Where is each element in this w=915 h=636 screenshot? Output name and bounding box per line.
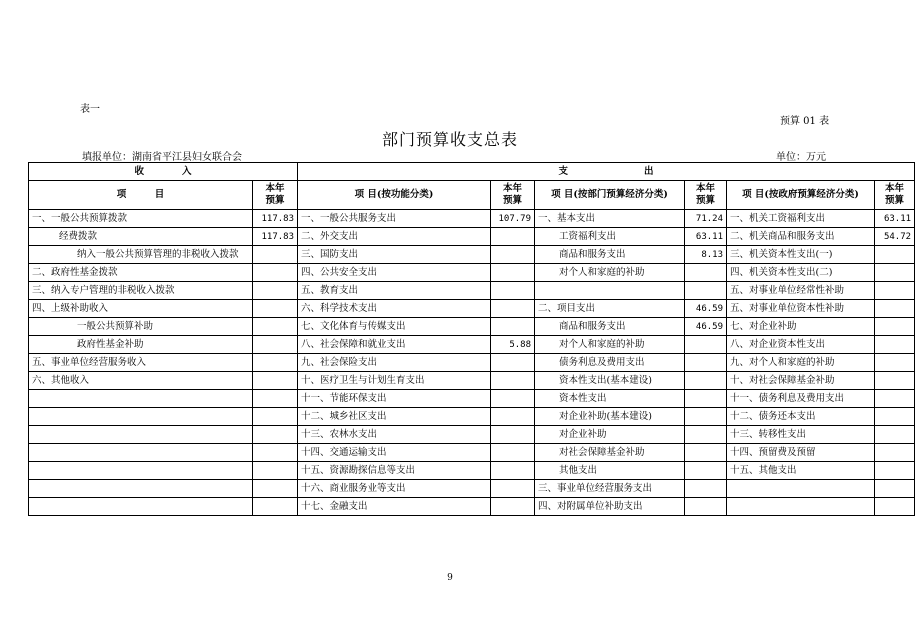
econ-dept-amount-cell [685, 498, 727, 516]
func-amount-cell [491, 264, 535, 282]
func-item-cell: 十二、城乡社区支出 [298, 408, 491, 426]
econ-gov-amount-cell: 54.72 [875, 228, 915, 246]
econ-gov-item-cell: 一、机关工资福利支出 [727, 210, 875, 228]
econ-dept-amount-cell [685, 264, 727, 282]
income-amount-cell [253, 462, 298, 480]
econ-gov-amount-cell [875, 300, 915, 318]
income-amount-cell [253, 480, 298, 498]
func-amount-cell [491, 354, 535, 372]
econ-gov-item-cell: 七、对企业补助 [727, 318, 875, 336]
econ-gov-amount-cell [875, 498, 915, 516]
func-amount-cell: 107.79 [491, 210, 535, 228]
budget-summary-table [28, 162, 915, 516]
income-item-cell [29, 480, 253, 498]
income-item-cell: 一般公共预算补助 [29, 318, 253, 336]
econ-dept-amount-cell: 71.24 [685, 210, 727, 228]
econ-dept-item-cell: 一、基本支出 [535, 210, 685, 228]
income-amount-cell [253, 282, 298, 300]
income-amount-cell [253, 444, 298, 462]
reporting-unit: 填报单位：湖南省平江县妇女联合会 [82, 152, 242, 163]
func-item-cell: 十六、商业服务业等支出 [298, 480, 491, 498]
table-label: 表一 [80, 104, 100, 115]
func-amount-cell [491, 462, 535, 480]
econ-gov-amount-cell [875, 390, 915, 408]
income-item-cell: 二、政府性基金拨款 [29, 264, 253, 282]
func-item-cell: 十四、交通运输支出 [298, 444, 491, 462]
income-item-cell: 政府性基金补助 [29, 336, 253, 354]
econ-gov-item-cell: 五、对事业单位经常性补助 [727, 282, 875, 300]
econ-gov-item-cell: 三、机关资本性支出(一) [727, 246, 875, 264]
income-amount-cell [253, 408, 298, 426]
table-row [29, 246, 915, 264]
income-item-cell: 五、事业单位经营服务收入 [29, 354, 253, 372]
table-row [29, 390, 915, 408]
income-item-cell: 一、一般公共预算拨款 [29, 210, 253, 228]
econ-dept-item-cell [535, 282, 685, 300]
econ-dept-amount-cell [685, 372, 727, 390]
table-row [29, 408, 915, 426]
income-item-cell: 纳入一般公共预算管理的非税收入拨款 [29, 246, 253, 264]
func-amount-cell [491, 480, 535, 498]
econ-dept-amount-cell [685, 282, 727, 300]
econ-dept-item-cell: 二、项目支出 [535, 300, 685, 318]
income-amount-cell [253, 354, 298, 372]
econ-dept-amount-cell [685, 426, 727, 444]
table-row [29, 264, 915, 282]
econ-dept-item-cell: 工资福利支出 [535, 228, 685, 246]
econ-dept-item-cell: 其他支出 [535, 462, 685, 480]
econ-dept-item-cell: 资本性支出 [535, 390, 685, 408]
econ-gov-amount-header: 本年 预算 [875, 181, 915, 210]
econ-gov-item-cell: 十、对社会保障基金补助 [727, 372, 875, 390]
econ-dept-item-cell: 三、事业单位经营服务支出 [535, 480, 685, 498]
func-amount-cell [491, 498, 535, 516]
func-amount-cell [491, 390, 535, 408]
func-item-cell: 五、教育支出 [298, 282, 491, 300]
econ-gov-amount-cell [875, 372, 915, 390]
func-item-cell: 二、外交支出 [298, 228, 491, 246]
econ-dept-amount-cell [685, 480, 727, 498]
econ-dept-item-cell: 商品和服务支出 [535, 318, 685, 336]
econ-gov-item-cell: 十三、转移性支出 [727, 426, 875, 444]
econ-gov-amount-cell [875, 318, 915, 336]
func-item-cell: 六、科学技术支出 [298, 300, 491, 318]
econ-gov-amount-cell [875, 282, 915, 300]
func-amount-cell [491, 372, 535, 390]
econ-dept-amount-cell [685, 354, 727, 372]
econ-gov-item-cell: 十一、债务利息及费用支出 [727, 390, 875, 408]
econ-gov-item-cell: 二、机关商品和服务支出 [727, 228, 875, 246]
table-row [29, 480, 915, 498]
expense-group-header: 支 出 [298, 163, 915, 181]
econ-gov-amount-cell [875, 480, 915, 498]
page-title: 部门预算收支总表 [381, 130, 518, 149]
income-amount-cell [253, 300, 298, 318]
income-item-cell [29, 498, 253, 516]
econ-dept-amount-cell [685, 408, 727, 426]
econ-dept-amount-cell [685, 444, 727, 462]
econ-dept-item-cell: 对企业补助 [535, 426, 685, 444]
income-amount-cell [253, 318, 298, 336]
econ-gov-item-cell: 五、对事业单位资本性补助 [727, 300, 875, 318]
income-amount-cell [253, 264, 298, 282]
func-item-cell: 三、国防支出 [298, 246, 491, 264]
econ-dept-item-cell: 对企业补助(基本建设) [535, 408, 685, 426]
table-row [29, 228, 915, 246]
econ-dept-amount-cell [685, 462, 727, 480]
income-item-cell [29, 408, 253, 426]
income-amount-cell [253, 336, 298, 354]
income-amount-header: 本年 预算 [253, 181, 298, 210]
econ-gov-amount-cell [875, 336, 915, 354]
income-item-cell [29, 426, 253, 444]
income-item-cell [29, 462, 253, 480]
table-row [29, 498, 915, 516]
econ-dept-item-cell: 资本性支出(基本建设) [535, 372, 685, 390]
func-item-cell: 十七、金融支出 [298, 498, 491, 516]
table-row [29, 354, 915, 372]
income-item-cell [29, 390, 253, 408]
econ-gov-item-cell: 十五、其他支出 [727, 462, 875, 480]
func-amount-cell [491, 282, 535, 300]
econ-gov-amount-cell [875, 408, 915, 426]
func-item-cell: 八、社会保障和就业支出 [298, 336, 491, 354]
table-row [29, 282, 915, 300]
econ-gov-amount-cell [875, 426, 915, 444]
income-amount-cell [253, 498, 298, 516]
econ-dept-item-cell: 对社会保障基金补助 [535, 444, 685, 462]
income-group-header: 收 入 [29, 163, 298, 181]
func-item-cell: 四、公共安全支出 [298, 264, 491, 282]
income-amount-cell [253, 246, 298, 264]
econ-gov-amount-cell [875, 354, 915, 372]
econ-dept-item-cell: 债务利息及费用支出 [535, 354, 685, 372]
econ-gov-item-cell: 十四、预留费及预留 [727, 444, 875, 462]
econ-dept-amount-cell [685, 390, 727, 408]
func-item-cell: 一、一般公共服务支出 [298, 210, 491, 228]
econ-dept-item-cell: 商品和服务支出 [535, 246, 685, 264]
econ-gov-amount-cell [875, 462, 915, 480]
econ-gov-amount-cell [875, 444, 915, 462]
table-body [29, 210, 915, 516]
income-amount-cell [253, 426, 298, 444]
table-row [29, 444, 915, 462]
econ-dept-amount-cell: 63.11 [685, 228, 727, 246]
econ-dept-amount-cell: 46.59 [685, 318, 727, 336]
func-item-header: 项 目(按功能分类) [298, 181, 491, 210]
func-amount-cell [491, 318, 535, 336]
econ-dept-amount-header: 本年 预算 [685, 181, 727, 210]
func-item-cell: 九、社会保险支出 [298, 354, 491, 372]
func-item-cell: 十、医疗卫生与计划生育支出 [298, 372, 491, 390]
table-row [29, 426, 915, 444]
table-row [29, 318, 915, 336]
table-row [29, 336, 915, 354]
income-item-cell: 四、上级补助收入 [29, 300, 253, 318]
income-amount-cell [253, 372, 298, 390]
econ-dept-item-cell: 四、对附属单位补助支出 [535, 498, 685, 516]
econ-gov-item-cell: 四、机关资本性支出(二) [727, 264, 875, 282]
income-item-cell: 三、纳入专户管理的非税收入拨款 [29, 282, 253, 300]
income-item-cell [29, 444, 253, 462]
func-amount-cell: 5.88 [491, 336, 535, 354]
econ-dept-amount-cell [685, 336, 727, 354]
func-item-cell: 七、文化体育与传媒支出 [298, 318, 491, 336]
currency-unit: 单位：万元 [776, 152, 826, 163]
econ-dept-amount-cell: 8.13 [685, 246, 727, 264]
func-amount-cell [491, 426, 535, 444]
econ-gov-item-cell [727, 498, 875, 516]
econ-gov-item-cell: 九、对个人和家庭的补助 [727, 354, 875, 372]
table-row [29, 462, 915, 480]
income-item-header: 项 目 [29, 181, 253, 210]
func-item-cell: 十五、资源勘探信息等支出 [298, 462, 491, 480]
econ-gov-item-cell: 十二、债务还本支出 [727, 408, 875, 426]
func-amount-cell [491, 246, 535, 264]
func-amount-cell [491, 300, 535, 318]
func-item-cell: 十三、农林水支出 [298, 426, 491, 444]
page-number: 9 [447, 573, 453, 583]
econ-gov-item-cell [727, 480, 875, 498]
econ-dept-item-cell: 对个人和家庭的补助 [535, 336, 685, 354]
func-amount-cell [491, 408, 535, 426]
income-amount-cell: 117.83 [253, 210, 298, 228]
income-amount-cell [253, 390, 298, 408]
econ-dept-item-header: 项 目(按部门预算经济分类) [535, 181, 685, 210]
econ-dept-item-cell: 对个人和家庭的补助 [535, 264, 685, 282]
income-item-cell: 六、其他收入 [29, 372, 253, 390]
func-amount-header: 本年 预算 [491, 181, 535, 210]
func-item-cell: 十一、节能环保支出 [298, 390, 491, 408]
econ-gov-amount-cell: 63.11 [875, 210, 915, 228]
income-amount-cell: 117.83 [253, 228, 298, 246]
econ-dept-amount-cell: 46.59 [685, 300, 727, 318]
budget-form-number: 预算 01 表 [780, 116, 830, 127]
table-row [29, 372, 915, 390]
func-amount-cell [491, 444, 535, 462]
func-amount-cell [491, 228, 535, 246]
econ-gov-amount-cell [875, 264, 915, 282]
income-item-cell: 经费拨款 [29, 228, 253, 246]
table-row [29, 210, 915, 228]
econ-gov-amount-cell [875, 246, 915, 264]
econ-gov-item-cell: 八、对企业资本性支出 [727, 336, 875, 354]
table-row [29, 300, 915, 318]
econ-gov-item-header: 项 目(按政府预算经济分类) [727, 181, 875, 210]
